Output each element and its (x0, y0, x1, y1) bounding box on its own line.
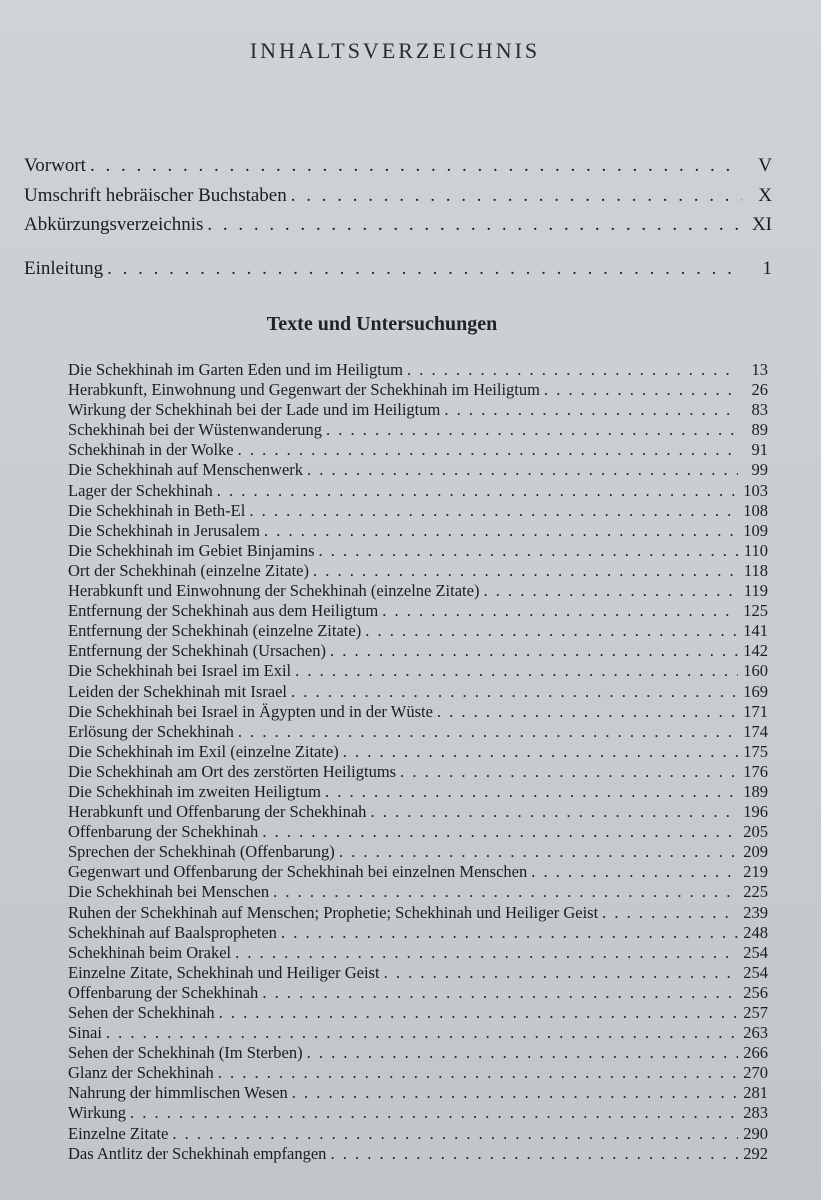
leader-dots (262, 983, 738, 1003)
toc-entry (68, 621, 768, 641)
toc-entry-page: 89 (751, 420, 768, 440)
toc-entry-page: 119 (743, 581, 768, 601)
toc-entry-page: 225 (743, 882, 768, 902)
leader-dots (281, 923, 738, 943)
toc-entry-page: 263 (743, 1023, 768, 1043)
toc-entry (68, 460, 768, 480)
toc-entry (68, 722, 768, 742)
toc-entry (68, 903, 768, 923)
leader-dots (370, 802, 738, 822)
toc-entry-label: Sehen der Schekhinah (Im Sterben) (68, 1043, 303, 1063)
leader-dots (172, 1124, 738, 1144)
toc-label: Einleitung (24, 258, 104, 279)
toc-entry-page: 118 (743, 560, 768, 580)
section-heading: Texte und Untersuchungen (266, 313, 498, 335)
toc-entry-page: 110 (743, 540, 768, 560)
toc-entry-page: 239 (743, 902, 768, 922)
toc-entry-label: Die Schekhinah im Garten Eden und im Heiligtum (68, 360, 403, 379)
toc-entry-page: 99 (751, 460, 768, 480)
toc-entry (68, 641, 768, 661)
leader-dots (106, 1023, 738, 1043)
toc-entry (68, 923, 768, 943)
toc-entry-page: 270 (743, 1063, 768, 1083)
leader-dots (407, 360, 738, 380)
toc-entry (68, 1124, 768, 1144)
leader-dots (90, 155, 742, 177)
toc-entry-page: 209 (743, 842, 768, 862)
leader-dots (130, 1103, 738, 1123)
toc-entry (68, 440, 768, 460)
toc-entry (68, 963, 768, 983)
leader-dots (107, 258, 742, 280)
toc-entry (68, 1023, 768, 1043)
toc-entry (68, 521, 768, 541)
toc-entry-page: 160 (743, 661, 768, 681)
toc-entry (68, 581, 768, 601)
toc-entry-label: Ruhen der Schekhinah auf Menschen; Prophetie; Schekhinah und Heiliger Geist (68, 902, 599, 922)
toc-entry-page: 292 (743, 1143, 768, 1163)
toc-row-abkuerzungen (24, 214, 772, 246)
toc-entry (68, 380, 768, 400)
toc-entry-page: 281 (743, 1083, 768, 1103)
leader-dots (218, 1063, 738, 1083)
toc-label: Umschrift hebräischer Buchstaben (24, 185, 287, 206)
leader-dots (384, 963, 738, 983)
toc-entry-page: 26 (751, 380, 768, 400)
leader-dots (249, 501, 738, 521)
toc-entry (68, 983, 768, 1003)
leader-dots (343, 742, 738, 762)
leader-dots (325, 782, 738, 802)
toc-entry-page: 108 (743, 500, 768, 520)
leader-dots (437, 702, 738, 722)
toc-entry (68, 1003, 768, 1023)
toc-entry-page: 283 (743, 1103, 768, 1123)
leader-dots (330, 1144, 738, 1164)
leader-dots (382, 601, 738, 621)
toc-entry (68, 1043, 768, 1063)
toc-entry-page: 248 (743, 922, 768, 942)
toc-entry-page: 266 (743, 1043, 768, 1063)
toc-entry-list (68, 360, 768, 1164)
leader-dots (339, 842, 738, 862)
toc-entry-label: Die Schekhinah im zweiten Heiligtum (68, 781, 321, 801)
leader-dots (273, 882, 738, 902)
toc-entry-label: Lager der Schekhinah (68, 480, 213, 500)
leader-dots (307, 460, 738, 480)
toc-entry-page: 141 (743, 621, 768, 641)
toc-entry-label: Schekhinah bei der Wüstenwanderung (68, 420, 322, 440)
leader-dots (219, 1003, 738, 1023)
toc-entry-page: 176 (743, 761, 768, 781)
leader-dots (326, 420, 738, 440)
leader-dots (292, 1083, 738, 1103)
toc-entry-label: Die Schekhinah bei Israel in Ägypten und in der Wüste (68, 701, 433, 721)
toc-entry (68, 702, 768, 722)
leader-dots (235, 943, 738, 963)
leader-dots (295, 661, 738, 681)
leader-dots (531, 862, 738, 882)
toc-label: Abkürzungsverzeichnis (24, 214, 204, 235)
toc-entry-page: 290 (743, 1123, 768, 1143)
toc-entry (68, 661, 768, 681)
toc-entry (68, 762, 768, 782)
toc-entry-page: 103 (743, 480, 768, 500)
page-title: INHALTSVERZEICHNIS (249, 38, 541, 63)
toc-entry (68, 822, 768, 842)
toc-entry-label: Wirkung (68, 1103, 126, 1123)
toc-page: X (758, 185, 772, 206)
toc-entry (68, 541, 768, 561)
toc-row-umschrift (24, 185, 772, 217)
toc-row-einleitung (24, 258, 772, 290)
toc-entry-label: Entfernung der Schekhinah (Ursachen) (68, 641, 326, 661)
toc-entry-label: Die Schekhinah bei Israel im Exil (68, 661, 292, 681)
toc-entry-page: 257 (743, 1003, 768, 1022)
toc-entry-label: Herabkunft und Offenbarung der Schekhinah (68, 802, 367, 822)
toc-entry (68, 501, 768, 521)
toc-entry-label: Entfernung der Schekhinah (einzelne Zitate) (68, 621, 362, 641)
toc-entry-label: Die Schekhinah bei Menschen (68, 882, 270, 902)
toc-entry-page: 219 (743, 862, 768, 882)
toc-entry-page: 174 (743, 721, 768, 741)
toc-entry-label: Die Schekhinah am Ort des zerstörten Heiligtums (68, 761, 397, 781)
toc-entry-label: Die Schekhinah im Gebiet Binjamins (68, 540, 315, 560)
leader-dots (602, 903, 738, 923)
toc-entry-label: Die Schekhinah im Exil (einzelne Zitate) (68, 741, 339, 761)
toc-entry-page: 83 (751, 400, 768, 420)
toc-entry-label: Herabkunft und Einwohnung der Schekhinah (einzelne Zitate) (68, 581, 480, 601)
toc-entry-label: Ort der Schekhinah (einzelne Zitate) (68, 560, 309, 580)
toc-entry-label: Entfernung der Schekhinah aus dem Heiligtum (68, 601, 379, 621)
toc-entry-page: 13 (751, 360, 768, 379)
toc-entry (68, 400, 768, 420)
leader-dots (291, 682, 738, 702)
toc-entry-label: Schekhinah auf Baalspropheten (68, 922, 277, 942)
leader-dots (238, 440, 738, 460)
toc-page: V (758, 155, 772, 176)
toc-entry-label: Wirkung der Schekhinah bei der Lade und im Heiligtum (68, 400, 441, 420)
toc-entry (68, 1083, 768, 1103)
toc-entry (68, 420, 768, 440)
toc-entry-page: 125 (743, 601, 768, 621)
toc-entry-label: Gegenwart und Offenbarung der Schekhinah bei einzelnen Menschen (68, 862, 528, 882)
leader-dots (365, 621, 738, 641)
toc-entry (68, 481, 768, 501)
toc-entry-label: Offenbarung der Schekhinah (68, 982, 259, 1002)
toc-entry (68, 943, 768, 963)
toc-entry-label: Das Antlitz der Schekhinah empfangen (68, 1143, 327, 1163)
toc-entry (68, 742, 768, 762)
leader-dots (262, 822, 738, 842)
toc-entry-page: 169 (743, 681, 768, 701)
toc-entry-label: Leiden der Schekhinah mit Israel (68, 681, 288, 701)
toc-page: 1 (762, 258, 772, 279)
toc-entry-label: Die Schekhinah in Jerusalem (68, 520, 260, 540)
toc-entry (68, 1144, 768, 1164)
toc-entry-page: 171 (743, 701, 768, 721)
toc-entry-label: Einzelne Zitate, Schekhinah und Heiliger Geist (68, 962, 380, 982)
toc-entry-label: Erlösung der Schekhinah (68, 721, 234, 741)
toc-entry-page: 254 (743, 942, 768, 962)
toc-entry (68, 802, 768, 822)
leader-dots (544, 380, 738, 400)
toc-entry-page: 254 (743, 962, 768, 982)
leader-dots (207, 214, 742, 236)
toc-entry (68, 1063, 768, 1083)
toc-entry-label: Einzelne Zitate (68, 1123, 169, 1143)
toc-entry-page: 109 (743, 520, 768, 540)
toc-entry-page: 175 (743, 741, 768, 761)
toc-entry-label: Die Schekhinah in Beth-El (68, 500, 246, 520)
leader-dots (264, 521, 738, 541)
leader-dots (483, 581, 738, 601)
toc-entry-page: 205 (743, 822, 768, 842)
leader-dots (291, 185, 742, 207)
toc-entry (68, 601, 768, 621)
toc-entry-page: 142 (743, 641, 768, 661)
toc-entry-label: Sinai (68, 1023, 102, 1043)
toc-entry (68, 682, 768, 702)
leader-dots (444, 400, 738, 420)
leader-dots (238, 722, 738, 742)
toc-entry (68, 882, 768, 902)
leader-dots (307, 1043, 738, 1063)
toc-entry (68, 561, 768, 581)
toc-entry-label: Offenbarung der Schekhinah (68, 822, 259, 842)
toc-entry (68, 360, 768, 380)
toc-page: XI (751, 214, 772, 235)
toc-entry-label: Nahrung der himmlischen Wesen (68, 1083, 288, 1103)
toc-label: Vorwort (24, 155, 86, 176)
toc-entry (68, 782, 768, 802)
toc-entry-page: 196 (743, 802, 768, 822)
toc-entry-page: 91 (751, 440, 768, 460)
toc-entry-label: Glanz der Schekhinah (68, 1063, 214, 1083)
toc-entry-page: 189 (743, 781, 768, 801)
toc-entry-label: Die Schekhinah auf Menschenwerk (68, 460, 304, 480)
leader-dots (330, 641, 738, 661)
leader-dots (319, 541, 738, 561)
leader-dots (217, 481, 738, 501)
toc-entry-label: Schekhinah beim Orakel (68, 942, 232, 962)
toc-entry-label: Herabkunft, Einwohnung und Gegenwart der Schekhinah im Heiligtum (68, 380, 540, 400)
toc-entry-label: Sehen der Schekhinah (68, 1003, 215, 1022)
toc-entry-page: 256 (743, 982, 768, 1002)
toc-entry (68, 1103, 768, 1123)
leader-dots (313, 561, 738, 581)
toc-row-vorwort (24, 155, 772, 187)
toc-entry-label: Schekhinah in der Wolke (68, 440, 234, 460)
toc-entry (68, 842, 768, 862)
toc-entry (68, 862, 768, 882)
leader-dots (400, 762, 738, 782)
toc-entry-label: Sprechen der Schekhinah (Offenbarung) (68, 842, 335, 862)
